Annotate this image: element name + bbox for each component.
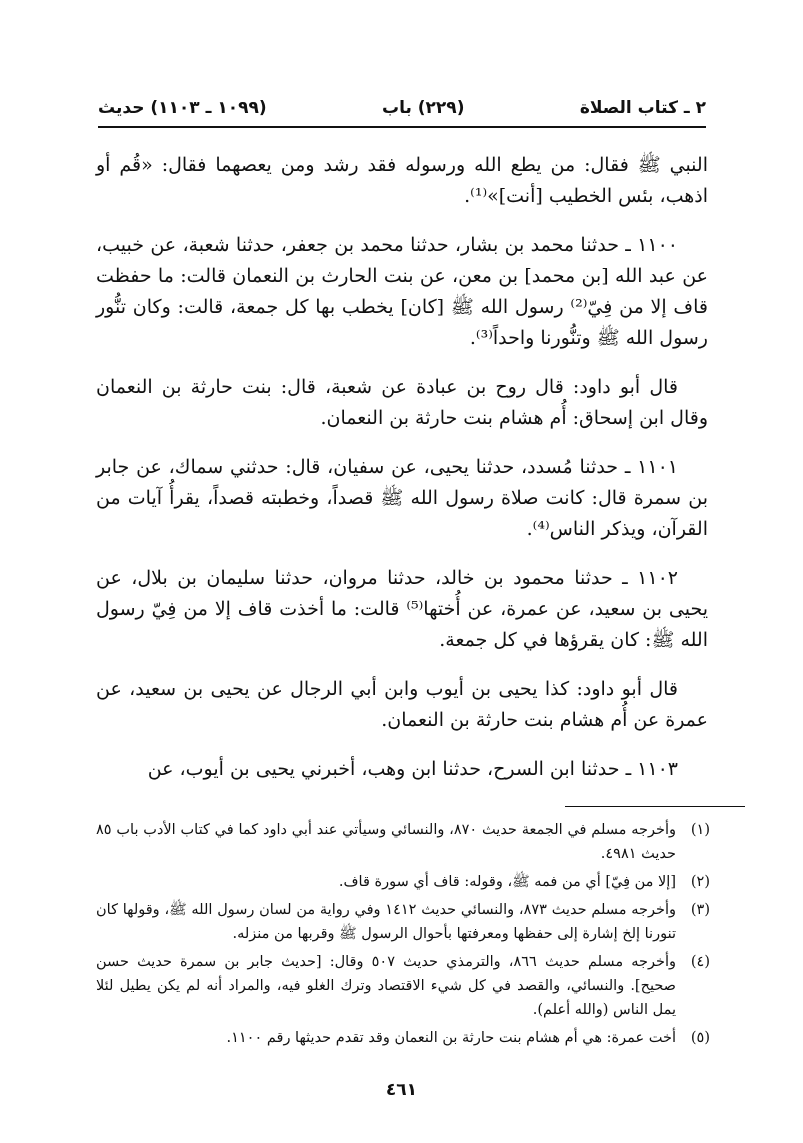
footnote xyxy=(96,870,710,894)
footnotes xyxy=(96,818,710,1054)
footnote-number: (٢) xyxy=(690,874,710,890)
paragraph: قال أبو داود: كذا يحيى بن أيوب وابن أبي الرجال عن يحيى بن سعيد، عن عمرة عن أُم هشام بنت حارثة بن النعمان. xyxy=(96,678,708,731)
footnote-text: وأخرجه مسلم حديث ٨٧٣، والنسائي حديث ١٤١٢ وفي رواية من لسان رسول الله ﷺ، وقولها كان تنورنا إلخ إشارة إلى حفظها ومعرفتها بأحوال الرسول ﷺ وقربها من منزله. xyxy=(96,902,677,942)
footnote xyxy=(96,818,710,866)
footnote xyxy=(96,950,710,1022)
header-hadith-range: (١٠٩٩ ـ ١١٠٣) حديث xyxy=(98,98,267,118)
paragraph: قال أبو داود: قال روح بن عبادة عن شعبة، قال: بنت حارثة بن النعمان وقال ابن إسحاق: أُم هشام بنت حارثة بن النعمان. xyxy=(96,376,708,429)
footnote-text: أخت عمرة: هي أم هشام بنت حارثة بن النعمان وقد تقدم حديثها رقم ١١٠٠. xyxy=(226,1030,676,1046)
hadith-1103: ١١٠٣ ـ حدثنا ابن السرح، حدثنا ابن وهب، أخبرني يحيى بن أيوب، عن xyxy=(147,758,678,780)
footnote-text: وأخرجه مسلم في الجمعة حديث ٨٧٠، والنسائي وسيأتي عند أبي داود كما في كتاب الأدب باب ٨٥ حديث ٤٩٨١. xyxy=(96,822,676,862)
page-number: ٤٦١ xyxy=(385,1080,418,1100)
hadith-1100: ١١٠٠ ـ حدثنا محمد بن بشار، حدثنا محمد بن جعفر، حدثنا شعبة، عن خبيب، عن عبد الله [بن محمد] بن معن، عن بنت الحارث بن النعمان قالت: ما حفظت قاف إلا من فِيّ⁽²⁾ رسول الله ﷺ [كان] يخطب بها كل جمعة، قالت: وكان تنُّور رسول الله ﷺ وتنُّورنا واحداً⁽³⁾. xyxy=(96,234,708,349)
footnote-text: [إلا من فِيّ] أي من فمه ﷺ، وقوله: قاف أي سورة قاف. xyxy=(338,874,676,890)
footnote-number: (٣) xyxy=(690,902,710,918)
hadith-1101: ١١٠١ ـ حدثنا مُسدد، حدثنا يحيى، عن سفيان، قال: حدثني سماك، عن جابر بن سمرة قال: كانت صلاة رسول الله ﷺ قصداً، وخطبته قصداً، يقرأُ آيات من القرآن، ويذكر الناس⁽⁴⁾. xyxy=(96,456,708,540)
hadith-1102: ١١٠٢ ـ حدثنا محمود بن خالد، حدثنا مروان، حدثنا سليمان بن بلال، عن يحيى بن سعيد، عن عمرة، عن أُختها⁽⁵⁾ قالت: ما أخذت قاف إلا من فِيّ رسول الله ﷺ: كان يقرؤها في كل جمعة. xyxy=(96,567,708,651)
footnote xyxy=(96,1026,710,1050)
footnote-text: وأخرجه مسلم حديث ٨٦٦، والترمذي حديث ٥٠٧ وقال: [حديث جابر بن سمرة حديث حسن صحيح]. والنسائي، والقصد في كل شيء الاقتصاد وترك الغلو فيه، والمراد أنه لم يكن يطيل لئلا يمل الناس (والله أعلم). xyxy=(96,954,676,1018)
main-text xyxy=(96,150,708,803)
footnote-number: (١) xyxy=(690,822,710,838)
running-header xyxy=(98,90,706,128)
header-chapter: (٢٢٩) باب xyxy=(382,98,465,118)
footnote-number: (٤) xyxy=(690,954,710,970)
paragraph: النبي ﷺ فقال: من يطع الله ورسوله فقد رشد ومن يعصهما فقال: «قُم أو اذهب، بئس الخطيب [أنت]»⁽¹⁾. xyxy=(96,154,708,207)
footnote-divider xyxy=(565,806,745,807)
footnote xyxy=(96,898,710,946)
footnote-number: (٥) xyxy=(690,1030,710,1046)
header-book-title: ٢ ـ كتاب الصلاة xyxy=(579,98,706,118)
